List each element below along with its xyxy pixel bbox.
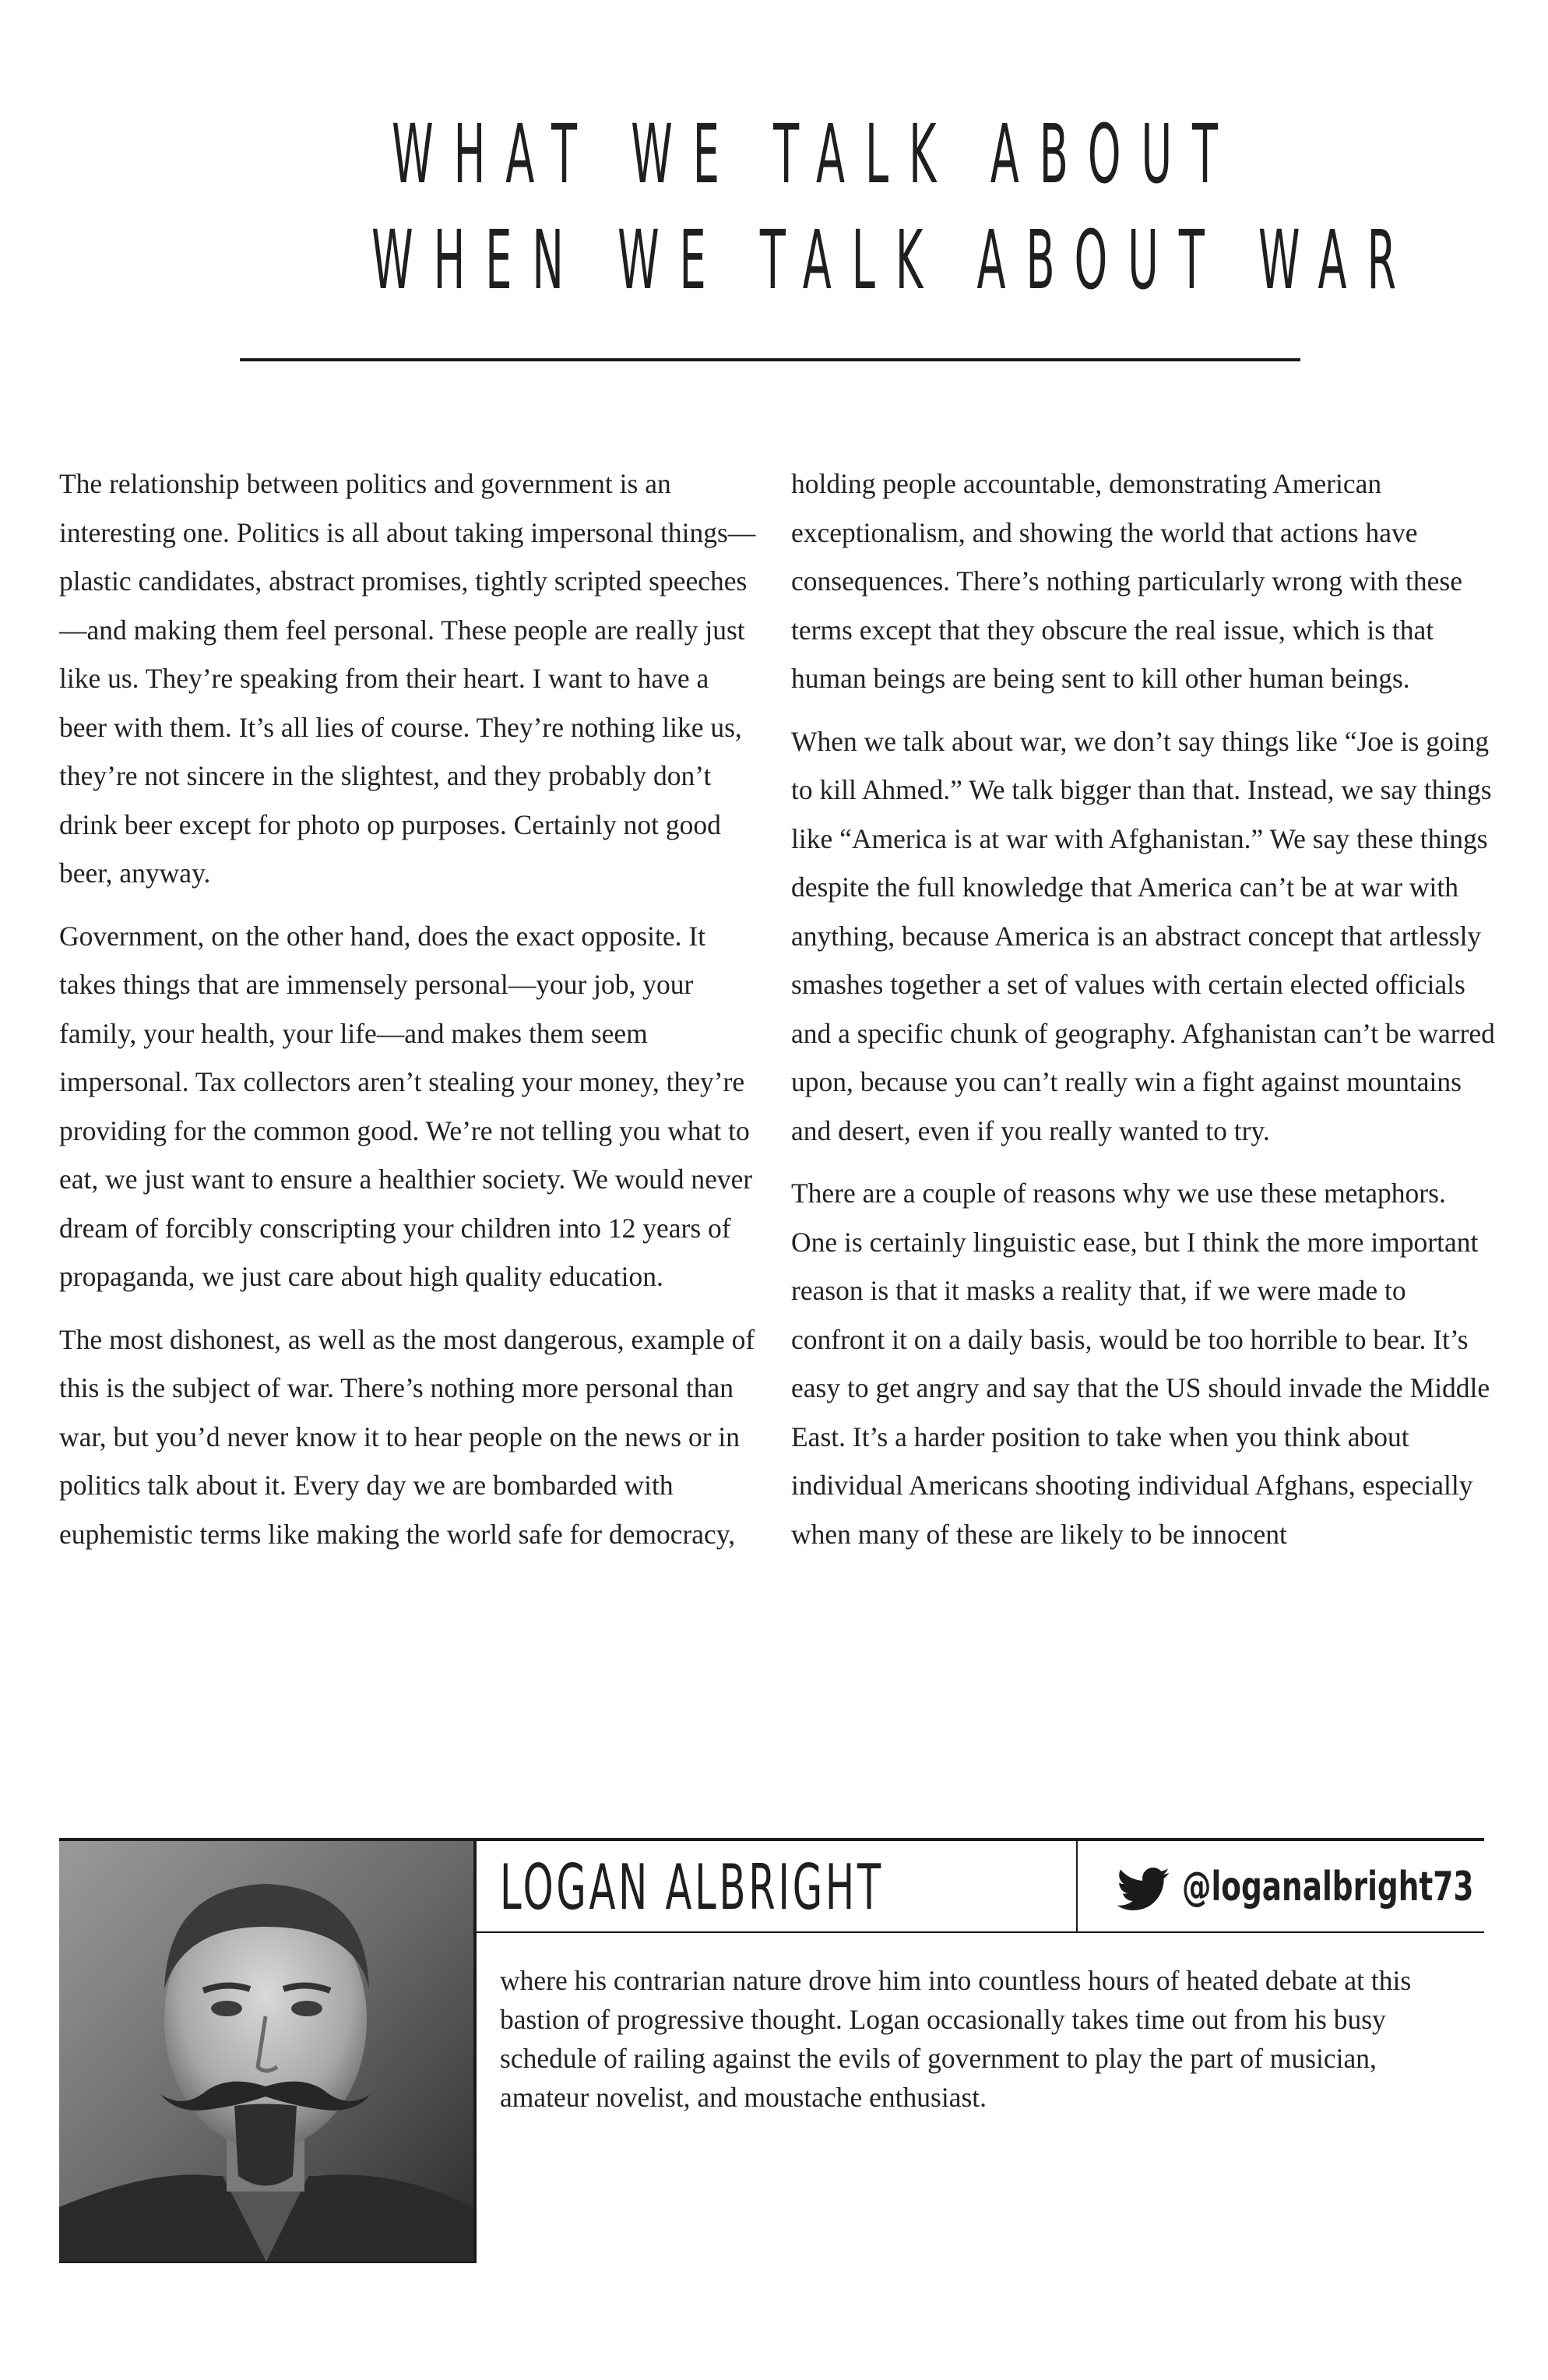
- right-column: [791, 459, 1496, 1572]
- author-box: [59, 1838, 1484, 2266]
- author-name: LOGAN ALBRIGHT: [500, 1851, 884, 1924]
- title-line-2: WHEN WE TALK ABOUT WAR: [371, 213, 1417, 308]
- author-bio: where his contrarian nature drove him into countless hours of heated debate at this bastion of progressive thought. Logan occasionally takes time out from his busy schedule of railing against the evils of government to play the part of musician, amateur novelist, and moustache enthusiast.: [500, 1965, 1412, 2113]
- author-portrait-image: [59, 1841, 473, 2262]
- paragraph: There are a couple of reasons why we use these metaphors. One is certainly linguistic ease, but I think the more important reason is that it masks a reality that, if we were made to confront it on a daily basis, would be too horrible to bear. It’s easy to get angry and say that the US should invade the Middle East. It’s a harder position to take when you think about individual Americans shooting individual Afghans, especially when many of these are likely to be innocent: [791, 1178, 1490, 1550]
- twitter-handle[interactable]: @loganalbright73: [1182, 1864, 1474, 1910]
- left-column: [59, 459, 760, 1572]
- twitter-cell[interactable]: [1078, 1841, 1484, 1933]
- paragraph: The most dishonest, as well as the most dangerous, example of this is the subject of war. There’s nothing more personal than war, but you’d never know it to hear people on the news or in politics talk about it. Every day we are bombarded with euphemistic terms like making the world safe for democracy,: [59, 1323, 755, 1550]
- twitter-bird-icon: [1117, 1868, 1170, 1911]
- article-title: [0, 101, 1548, 313]
- title-divider: [240, 358, 1300, 361]
- paragraph: Government, on the other hand, does the exact opposite. It takes things that are immensely personal—your job, your family, your health, your life—and makes them seem impersonal. Tax collectors aren’t stealing your money, they’re providing for the common good. We’re not telling you what to eat, we just want to ensure a healthier society. We would never dream of forcibly conscripting your children into 12 years of propaganda, we just care about high quality education.: [59, 920, 753, 1292]
- paragraph: When we talk about war, we don’t say things like “Joe is going to kill Ahmed.” We talk bigger than that. Instead, we say things like “America is at war with Afghanistan.” We say these things despite the full knowledge that America can’t be at war with anything, because America is an abstract concept that artlessly smashes together a set of values with certain elected officials and a specific chunk of geography. Afghanistan can’t be warred upon, because you can’t really win a fight against mountains and desert, even if you really wanted to try.: [791, 725, 1495, 1146]
- paragraph: holding people accountable, demonstrating American exceptionalism, and showing the world that actions have consequences. There’s nothing particularly wrong with these terms except that they obscure the real issue, which is that human beings are being sent to kill other human beings.: [791, 468, 1462, 694]
- paragraph: The relationship between politics and government is an interesting one. Politics is all about taking impersonal things—plastic candidates, abstract promises, tightly scripted speeches—and making them feel personal. These people are really just like us. They’re speaking from their heart. I want to have a beer with them. It’s all lies of course. They’re nothing like us, they’re not sincere in the slightest, and they probably don’t drink beer except for photo op purposes. Certainly not good beer, anyway.: [59, 468, 756, 889]
- title-line-1: WHAT WE TALK ABOUT: [392, 107, 1239, 202]
- author-name-cell: [477, 1841, 1078, 1933]
- author-photo: [59, 1841, 477, 2263]
